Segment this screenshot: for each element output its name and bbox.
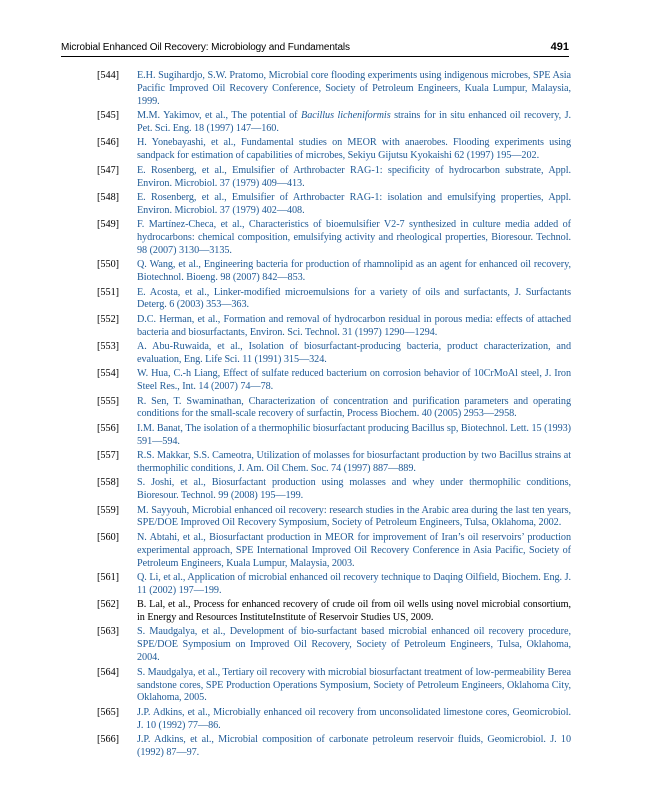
reference-link[interactable]: I.M. Banat, The isolation of a thermophilic biosurfactant producing Bacillus sp, Biotechnol. Lett. 15 (1993) 591—594. <box>137 422 571 447</box>
reference-text: B. Lal, et al., Process for enhanced recovery of crude oil from oil wells using novel microbial consortium, in Energy and Resources InstituteInstitute of Reservoir Studies US, 2009. <box>137 599 571 624</box>
page-number: 491 <box>550 41 569 53</box>
reference-551 <box>97 287 571 313</box>
reference-link[interactable]: S. Maudgalya, et al., Tertiary oil recovery with microbial biosurfactant treatment of low-permeability Berea sandstone cores, SPE Production Operations Symposium, Society of Petroleum Engineers, Oklahoma City, Oklahoma, 2005. <box>137 666 571 704</box>
reference-552 <box>97 314 571 340</box>
reference-561 <box>97 572 571 598</box>
reference-548 <box>97 192 571 218</box>
reference-link[interactable]: R.S. Makkar, S.S. Cameotra, Utilization of molasses for biosurfactant production by two Bacillus strains at thermophilic conditions, J. Am. Oil Chem. Soc. 74 (1997) 887—889. <box>137 450 571 474</box>
reference-number: [559] <box>97 504 120 516</box>
reference-547 <box>97 165 571 191</box>
reference-550 <box>97 259 571 285</box>
reference-number: [545] <box>97 110 120 122</box>
reference-list <box>97 70 571 761</box>
reference-559 <box>97 505 571 531</box>
reference-number: [560] <box>97 531 120 543</box>
reference-558 <box>97 477 571 503</box>
reference-link[interactable]: A. Abu-Ruwaida, et al., Isolation of biosurfactant-producing bacteria, product characterization, and evaluation, Eng. Life Sci. 11 (1991) 315—324. <box>137 341 571 365</box>
reference-number: [566] <box>97 734 120 746</box>
reference-number: [558] <box>97 477 120 489</box>
running-header <box>61 40 569 57</box>
reference-560 <box>97 532 571 571</box>
reference-number: [546] <box>97 137 120 149</box>
reference-number: [561] <box>97 571 120 583</box>
reference-566 <box>97 734 571 760</box>
reference-link[interactable] <box>137 110 571 136</box>
reference-number: [544] <box>97 70 120 81</box>
species-name: Bacillus licheniformis <box>301 110 391 122</box>
reference-link[interactable]: J.P. Adkins, et al., Microbially enhanced oil recovery from unconsolidated limestone cores, Geomicrobiol. J. 10 (1992) 77—86. <box>137 706 571 731</box>
book-title: Microbial Enhanced Oil Recovery: Microbiology and Fundamentals <box>61 42 350 53</box>
reference-link[interactable]: S. Maudgalya, et al., Development of bio-surfactant based microbial enhanced oil recovery procedure, SPE/DOE Symposium on Improved Oil Recovery, Society of Petroleum Engineers, Tulsa, Oklahoma, 2004. <box>137 626 571 664</box>
reference-number: [556] <box>97 422 120 434</box>
reference-556 <box>97 423 571 449</box>
reference-link[interactable]: D.C. Herman, et al., Formation and removal of hydrocarbon residual in porous media: effects of attached bacteria and biosurfactants, Environ. Sci. Technol. 31 (1997) 1290—1294. <box>137 313 571 338</box>
reference-545 <box>97 110 571 136</box>
reference-number: [548] <box>97 191 120 203</box>
reference-544 <box>97 70 571 109</box>
reference-number: [550] <box>97 259 120 271</box>
reference-link[interactable]: R. Sen, T. Swaminathan, Characterization of concentration and purification parameters and operating conditions for the small-scale recovery of surfactin, Process Biochem. 40 (2005) 2953—2958. <box>137 395 571 420</box>
reference-number: [547] <box>97 164 120 176</box>
reference-546 <box>97 137 571 163</box>
reference-565 <box>97 707 571 733</box>
reference-link[interactable]: E. Rosenberg, et al., Emulsifier of Arthrobacter RAG-1: isolation and emulsifying properties, Appl. Environ. Microbiol. 37 (1979) 402—408. <box>137 191 571 216</box>
reference-link[interactable]: W. Hua, C.-h Liang, Effect of sulfate reduced bacterium on corrosion behavior of 10CrMoAl steel, J. Iron Steel Res., Int. 14 (2007) 74—78. <box>137 368 571 393</box>
reference-554 <box>97 368 571 394</box>
reference-text-end: strains for in situ enhanced oil recovery, J. Pet. Sci. Eng. 18 (1997) 147—160. <box>137 110 571 135</box>
reference-number: [564] <box>97 666 120 678</box>
reference-link[interactable]: F. Martínez-Checa, et al., Characteristics of bioemulsifier V2-7 synthesized in culture media added of hydrocarbons: chemical composition, emulsifying activity and rheological properties, Bioresour. Technol. 98 (2007) 3130—3135. <box>137 219 571 256</box>
reference-link[interactable]: J.P. Adkins, et al., Microbial composition of carbonate petroleum reservoir fluids, Geomicrobiol. J. 10 (1992) 87—97. <box>137 734 571 758</box>
reference-link[interactable]: E. Acosta, et al., Linker-modified microemulsions for a variety of oils and surfactants, J. Surfactants Deterg. 6 (2003) 353—363. <box>137 286 571 311</box>
reference-link[interactable]: H. Yonebayashi, et al., Fundamental studies on MEOR with anaerobes. Flooding experiments using sandpack for estimation of capabilities of microbes, Sekiyu Gijutsu Kyokaishi 62 (1997) 195—202. <box>137 137 571 162</box>
reference-number: [553] <box>97 341 120 353</box>
reference-number: [555] <box>97 395 120 407</box>
reference-number: [551] <box>97 286 120 298</box>
reference-number: [563] <box>97 626 120 638</box>
reference-text-start: M.M. Yakimov, et al., The potential of <box>137 110 302 122</box>
reference-number: [557] <box>97 450 120 462</box>
reference-number: [562] <box>97 599 120 611</box>
reference-number: [554] <box>97 368 120 380</box>
reference-link[interactable]: Q. Wang, et al., Engineering bacteria for production of rhamnolipid as an agent for enhanced oil recovery, Biotechnol. Bioeng. 98 (2007) 842—853. <box>137 259 571 284</box>
reference-555 <box>97 396 571 422</box>
reference-link[interactable]: E.H. Sugihardjo, S.W. Pratomo, Microbial core flooding experiments using indigenous microbes, SPE Asia Pacific Improved Oil Recovery Conference, Society of Petroleum Engineers, Kuala Lumpur, Malaysia, 1999. <box>137 70 571 107</box>
reference-link[interactable]: E. Rosenberg, et al., Emulsifier of Arthrobacter RAG-1: specificity of hydrocarbon substrate, Appl. Environ. Microbiol. 37 (1979) 409—413. <box>137 164 571 189</box>
reference-link[interactable]: N. Abtahi, et al., Biosurfactant production in MEOR for improvement of Iran’s oil reservoirs’ production experimental approach, SPE International Improved Oil Recovery Conference in Asia Pacific, Society of Petroleum Engineers, Kuala Lumpur, Malaysia, 2003. <box>137 531 571 569</box>
reference-link[interactable]: M. Sayyouh, Microbial enhanced oil recovery: research studies in the Arabic area during the last ten years, SPE/DOE Improved Oil Recovery Symposium, Society of Petroleum Engineers, Tulsa, Oklahoma, 2002. <box>137 504 571 529</box>
reference-number: [549] <box>97 219 120 231</box>
reference-number: [565] <box>97 706 120 718</box>
reference-562 <box>97 599 571 625</box>
reference-link[interactable]: Q. Li, et al., Application of microbial enhanced oil recovery technique to Daqing Oilfield, Biochem. Eng. J. 11 (2002) 197—199. <box>137 571 571 596</box>
reference-564 <box>97 667 571 706</box>
reference-549 <box>97 219 571 258</box>
reference-563 <box>97 626 571 665</box>
reference-number: [552] <box>97 313 120 325</box>
reference-553 <box>97 341 571 367</box>
reference-link[interactable]: S. Joshi, et al., Biosurfactant production using molasses and whey under thermophilic conditions, Bioresour. Technol. 99 (2008) 195—199. <box>137 477 571 502</box>
reference-557 <box>97 450 571 476</box>
